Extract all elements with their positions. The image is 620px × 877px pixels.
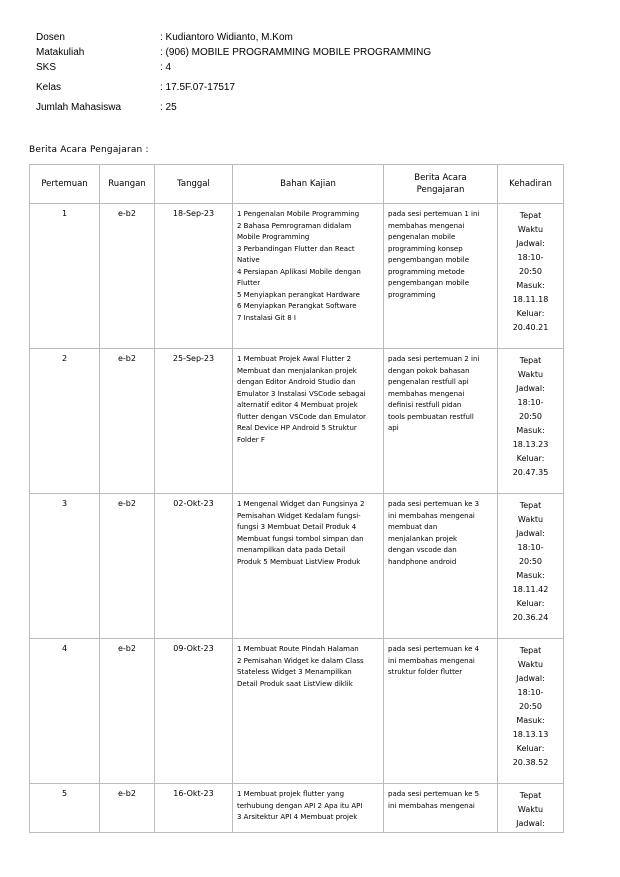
table-row bbox=[30, 204, 564, 349]
cell-ruangan: e-b2 bbox=[100, 784, 155, 833]
matakuliah-label: Matakuliah bbox=[36, 47, 85, 58]
cell-kehadiran-line: Keluar: bbox=[516, 309, 545, 318]
jumlah-label: Jumlah Mahasiswa bbox=[36, 102, 122, 113]
cell-kehadiran-line: 20:50 bbox=[518, 412, 543, 421]
cell-kehadiran-line: Jadwal: bbox=[516, 529, 545, 538]
cell-berita-acara-line: pada sesi pertemuan ke 5 bbox=[388, 790, 480, 798]
cell-kehadiran bbox=[498, 349, 564, 494]
cell-berita-acara-line: dengan pokok bahasan bbox=[388, 366, 470, 375]
cell-berita-acara-line: pada sesi pertemuan 1 ini bbox=[388, 210, 480, 218]
cell-bahan-kajian-line: 4 Persiapan Aplikasi Mobile dengan bbox=[237, 267, 361, 276]
cell-bahan-kajian-line: fungsi 3 Membuat Detail Produk 4 bbox=[237, 523, 357, 531]
cell-berita-acara-line: programming metode bbox=[388, 267, 465, 276]
cell-kehadiran-line: 20:50 bbox=[518, 702, 543, 711]
cell-bahan-kajian-line: Membuat fungsi tombol simpan dan bbox=[237, 534, 364, 543]
cell-berita-acara-line: membahas mengenai bbox=[388, 221, 465, 230]
cell-berita-acara-line: pada sesi pertemuan ke 3 bbox=[388, 500, 480, 508]
cell-kehadiran-line: Tepat bbox=[519, 791, 542, 800]
cell-bahan-kajian-line: 3 Arsitektur API 4 Membuat projek bbox=[237, 813, 358, 821]
cell-kehadiran-line: Waktu bbox=[517, 660, 544, 669]
cell-pertemuan: 5 bbox=[30, 784, 100, 833]
matakuliah-value: : (906) MOBILE PROGRAMMING MOBILE PROGRAMMING bbox=[160, 47, 432, 58]
cell-kehadiran-line: Jadwal: bbox=[516, 819, 545, 828]
cell-berita-acara-line: ini membahas mengenai bbox=[388, 656, 475, 665]
cell-berita-acara-line: ini membahas mengenai bbox=[388, 511, 475, 520]
cell-kehadiran-line: 18:10- bbox=[517, 688, 544, 697]
col-pertemuan: Pertemuan bbox=[30, 165, 100, 204]
table-row bbox=[30, 639, 564, 784]
cell-berita-acara-line: api bbox=[388, 424, 399, 432]
table-row bbox=[30, 349, 564, 494]
cell-pertemuan: 3 bbox=[30, 494, 100, 639]
kelas-value: : 17.5F.07-17517 bbox=[160, 82, 236, 93]
cell-berita-acara bbox=[384, 349, 498, 494]
matakuliah-row bbox=[36, 45, 596, 60]
cell-kehadiran-line: 18:10- bbox=[517, 253, 544, 262]
cell-pertemuan: 1 bbox=[30, 204, 100, 349]
cell-tanggal: 25-Sep-23 bbox=[155, 349, 233, 494]
cell-bahan-kajian-line: 1 Membuat projek flutter yang bbox=[237, 790, 345, 798]
cell-berita-acara-line: membahas mengenai bbox=[388, 389, 465, 398]
cell-kehadiran-line: Waktu bbox=[517, 515, 544, 524]
sks-row bbox=[36, 60, 596, 75]
dosen-value: : Kudiantoro Widianto, M.Kom bbox=[160, 32, 293, 43]
cell-bahan-kajian-line: dengan Editor Android Studio dan bbox=[237, 378, 356, 386]
cell-bahan-kajian-line: Folder F bbox=[237, 435, 265, 444]
cell-berita-acara-line: tools pembuatan restfull bbox=[388, 412, 474, 421]
cell-kehadiran bbox=[498, 784, 564, 833]
jumlah-row bbox=[36, 100, 596, 115]
cell-kehadiran-line: 18:10- bbox=[517, 543, 544, 552]
cell-berita-acara bbox=[384, 784, 498, 833]
cell-berita-acara-line: struktur folder flutter bbox=[388, 668, 463, 676]
cell-kehadiran-line: 20:50 bbox=[518, 267, 543, 276]
dosen-row bbox=[36, 30, 596, 45]
sks-label: SKS bbox=[36, 62, 57, 73]
cell-bahan-kajian-line: 1 Mengenal Widget dan Fungsinya 2 bbox=[237, 500, 365, 508]
cell-kehadiran-line: Masuk: bbox=[516, 716, 545, 725]
cell-berita-acara-line: pengembangan mobile bbox=[388, 279, 470, 287]
cell-berita-acara-line: pada sesi pertemuan ke 4 bbox=[388, 645, 480, 653]
cell-berita-acara bbox=[384, 204, 498, 349]
cell-bahan-kajian-line: 1 Pengenalan Mobile Programming bbox=[237, 210, 360, 218]
cell-kehadiran-line: Tepat bbox=[519, 356, 542, 365]
cell-bahan-kajian-line: 3 Perbandingan Flutter dan React bbox=[237, 244, 355, 253]
cell-bahan-kajian-line: terhubung dengan API 2 Apa itu API bbox=[237, 801, 363, 810]
col-berita-line2: Pengajaran bbox=[416, 185, 465, 195]
cell-kehadiran-line: Jadwal: bbox=[516, 384, 545, 393]
cell-kehadiran bbox=[498, 204, 564, 349]
cell-kehadiran-line: 20.38.52 bbox=[512, 758, 549, 767]
cell-bahan-kajian-line: 6 Menyiapkan Perangkat Software bbox=[237, 302, 357, 310]
cell-pertemuan: 4 bbox=[30, 639, 100, 784]
cell-berita-acara-line: definisi restfull pidan bbox=[388, 401, 462, 409]
cell-bahan-kajian-line: Stateless Widget 3 Menampilkan bbox=[237, 668, 352, 676]
cell-kehadiran-line: 18:10- bbox=[517, 398, 544, 407]
cell-berita-acara-line: pengenalan restfull api bbox=[388, 378, 469, 386]
cell-kehadiran-line: Keluar: bbox=[516, 454, 545, 463]
cell-bahan-kajian-line: Pemisahan Widget Kedalam fungsi- bbox=[237, 511, 361, 520]
cell-kehadiran-line: 20.36.24 bbox=[512, 613, 549, 622]
col-kehadiran: Kehadiran bbox=[498, 165, 564, 204]
table-row bbox=[30, 784, 564, 833]
cell-bahan-kajian-line: Real Device HP Android 5 Struktur bbox=[237, 424, 357, 432]
cell-berita-acara-line: pengenalan mobile bbox=[388, 233, 456, 241]
cell-pertemuan: 2 bbox=[30, 349, 100, 494]
cell-berita-acara bbox=[384, 639, 498, 784]
cell-tanggal: 02-Okt-23 bbox=[155, 494, 233, 639]
cell-berita-acara bbox=[384, 494, 498, 639]
col-bahan-kajian: Bahan Kajian bbox=[233, 165, 384, 204]
cell-kehadiran-line: 18.11.42 bbox=[512, 585, 549, 594]
cell-bahan-kajian-line: 2 Pemisahan Widget ke dalam Class bbox=[237, 656, 364, 665]
cell-kehadiran-line: Masuk: bbox=[516, 426, 545, 435]
cell-kehadiran-line: 18.13.13 bbox=[512, 730, 549, 739]
cell-bahan-kajian-line: Flutter bbox=[237, 279, 261, 287]
cell-kehadiran-line: Jadwal: bbox=[516, 239, 545, 248]
cell-bahan-kajian-line: 5 Menyiapkan perangkat Hardware bbox=[237, 290, 360, 299]
cell-kehadiran-line: Tepat bbox=[519, 646, 542, 655]
cell-kehadiran-line: Masuk: bbox=[516, 281, 545, 290]
teaching-record-table bbox=[29, 164, 564, 833]
cell-bahan-kajian-line: 7 Instalasi Git 8 I bbox=[237, 313, 296, 322]
kelas-row bbox=[36, 80, 596, 95]
cell-kehadiran-line: Waktu bbox=[517, 225, 544, 234]
cell-kehadiran-line: 20:50 bbox=[518, 557, 543, 566]
cell-bahan-kajian bbox=[233, 204, 384, 349]
cell-tanggal: 16-Okt-23 bbox=[155, 784, 233, 833]
cell-bahan-kajian-line: 2 Bahasa Pemrograman didalam bbox=[237, 221, 352, 230]
cell-kehadiran-line: Masuk: bbox=[516, 571, 545, 580]
cell-berita-acara-line: handphone android bbox=[388, 557, 457, 566]
cell-bahan-kajian-line: Membuat dan menjalankan projek bbox=[237, 366, 357, 375]
cell-bahan-kajian-line: Native bbox=[237, 256, 260, 264]
cell-kehadiran bbox=[498, 639, 564, 784]
cell-bahan-kajian-line: flutter dengan VSCode dan Emulator bbox=[237, 412, 366, 421]
cell-ruangan: e-b2 bbox=[100, 204, 155, 349]
cell-berita-acara-line: programming konsep bbox=[388, 244, 463, 253]
col-berita-acara bbox=[384, 165, 498, 204]
cell-kehadiran-line: 20.47.35 bbox=[512, 468, 549, 477]
cell-kehadiran-line: 18.13.23 bbox=[512, 440, 549, 449]
dosen-label: Dosen bbox=[36, 32, 65, 43]
kelas-label: Kelas bbox=[36, 82, 62, 93]
cell-kehadiran-line: Waktu bbox=[517, 370, 544, 379]
cell-berita-acara-line: pengembangan mobile bbox=[388, 256, 470, 264]
cell-berita-acara-line: ini membahas mengenai bbox=[388, 801, 475, 810]
cell-berita-acara-line: pada sesi pertemuan 2 ini bbox=[388, 355, 480, 363]
cell-bahan-kajian bbox=[233, 494, 384, 639]
cell-bahan-kajian-line: alternatif editor 4 Membuat projek bbox=[237, 401, 358, 409]
cell-bahan-kajian-line: Detail Produk saat ListView diklik bbox=[237, 679, 353, 688]
cell-bahan-kajian-line: menampilkan data pada Detail bbox=[237, 546, 346, 554]
col-berita-line1: Berita Acara bbox=[414, 173, 467, 183]
cell-tanggal: 09-Okt-23 bbox=[155, 639, 233, 784]
cell-ruangan: e-b2 bbox=[100, 349, 155, 494]
cell-berita-acara-line: programming bbox=[388, 290, 436, 299]
cell-bahan-kajian bbox=[233, 784, 384, 833]
sks-value: : 4 bbox=[160, 62, 172, 73]
cell-kehadiran-line: Tepat bbox=[519, 501, 542, 510]
cell-kehadiran-line: Tepat bbox=[519, 211, 542, 220]
jumlah-value: : 25 bbox=[160, 102, 177, 113]
cell-kehadiran-line: Keluar: bbox=[516, 599, 545, 608]
cell-bahan-kajian bbox=[233, 639, 384, 784]
cell-kehadiran-line: 20.40.21 bbox=[512, 323, 549, 332]
table-header-row bbox=[30, 165, 564, 204]
cell-kehadiran-line: Keluar: bbox=[516, 744, 545, 753]
cell-berita-acara-line: membuat dan bbox=[388, 523, 438, 531]
cell-berita-acara-line: menjalankan projek bbox=[388, 534, 458, 543]
course-header bbox=[36, 30, 596, 115]
cell-bahan-kajian bbox=[233, 349, 384, 494]
cell-kehadiran bbox=[498, 494, 564, 639]
section-caption: Berita Acara Pengajaran : bbox=[29, 145, 149, 155]
cell-bahan-kajian-line: 1 Membuat Projek Awal Flutter 2 bbox=[237, 355, 352, 363]
cell-bahan-kajian-line: Emulator 3 Instalasi VSCode sebagai bbox=[237, 389, 366, 398]
cell-ruangan: e-b2 bbox=[100, 639, 155, 784]
cell-bahan-kajian-line: Mobile Programming bbox=[237, 233, 310, 241]
col-ruangan: Ruangan bbox=[100, 165, 155, 204]
cell-bahan-kajian-line: 1 Membuat Route Pindah Halaman bbox=[237, 645, 359, 653]
table-body bbox=[30, 204, 564, 833]
cell-ruangan: e-b2 bbox=[100, 494, 155, 639]
cell-kehadiran-line: Waktu bbox=[517, 805, 544, 814]
cell-tanggal: 18-Sep-23 bbox=[155, 204, 233, 349]
cell-kehadiran-line: Jadwal: bbox=[516, 674, 545, 683]
cell-bahan-kajian-line: Produk 5 Membuat ListView Produk bbox=[237, 557, 361, 566]
cell-kehadiran-line: 18.11.18 bbox=[512, 295, 549, 304]
table-row bbox=[30, 494, 564, 639]
col-tanggal: Tanggal bbox=[155, 165, 233, 204]
cell-berita-acara-line: dengan vscode dan bbox=[388, 546, 457, 554]
